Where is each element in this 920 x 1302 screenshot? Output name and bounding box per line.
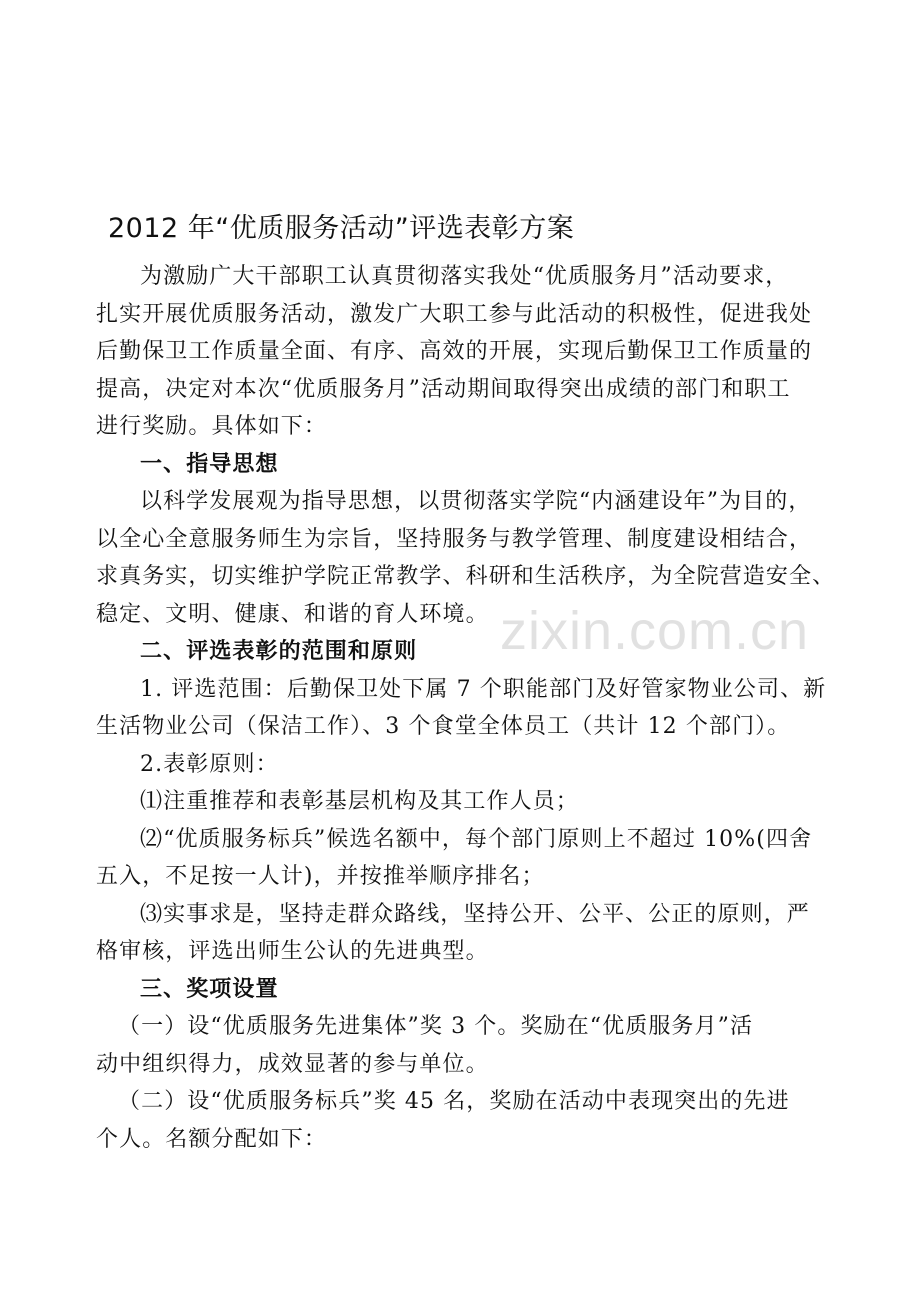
section-heading: 二、评选表彰的范围和原则 xyxy=(140,639,418,664)
principle-item: ⑵“优质服务标兵”候选名额中，每个部门原则上不超过 10%(四舍 xyxy=(140,827,813,852)
principle-item: ⑴注重推荐和表彰基层机构及其工作人员； xyxy=(140,789,579,814)
section-heading: 一、指导思想 xyxy=(140,452,279,477)
principle-item: 五入，不足按一人计)，并按推举顺序排名； xyxy=(96,864,545,889)
watermark: zixin.com.cn xyxy=(500,601,810,661)
section1-line: 以科学发展观为指导思想，以贯彻落实学院“内涵建设年”为目的， xyxy=(140,489,812,514)
principle-item: ⑶实事求是，坚持走群众路线，坚持公开、公平、公正的原则，严 xyxy=(140,902,810,927)
section1-line: 稳定、文明、健康、和谐的育人环境。 xyxy=(96,602,489,627)
intro-line: 提高，决定对本次“优质服务月”活动期间取得突出成绩的部门和职工 xyxy=(96,377,791,402)
document-title: 2012 年“优质服务活动”评选表彰方案 xyxy=(108,213,575,244)
section1-line: 以全心全意服务师生为宗旨，坚持服务与教学管理、制度建设相结合， xyxy=(96,527,813,552)
section1-line: 求真务实，切实维护学院正常教学、科研和生活秩序，为全院营造安全、 xyxy=(96,564,836,589)
intro-line: 进行奖励。具体如下： xyxy=(96,414,328,439)
award-item: （一）设“优质服务先进集体”奖 3 个。奖励在“优质服务月”活 xyxy=(118,1014,754,1039)
scope-line: 生活物业公司（保洁工作）、3 个食堂全体员工（共计 12 个部门）。 xyxy=(96,714,791,739)
intro-line: 为激励广大干部职工认真贯彻落实我处“优质服务月”活动要求， xyxy=(140,264,789,289)
scope-line: 1. 评选范围：后勤保卫处下属 7 个职能部门及好管家物业公司、新 xyxy=(140,677,827,702)
principle-item: 格审核，评选出师生公认的先进典型。 xyxy=(96,939,489,964)
section-heading: 三、奖项设置 xyxy=(140,977,279,1002)
intro-line: 后勤保卫工作质量全面、有序、高效的开展，实现后勤保卫工作质量的 xyxy=(96,339,813,364)
award-item: 动中组织得力，成效显著的参与单位。 xyxy=(96,1052,489,1077)
principles-label: 2.表彰原则： xyxy=(140,752,279,777)
intro-line: 扎实开展优质服务活动，激发广大职工参与此活动的积极性，促进我处 xyxy=(96,302,813,327)
award-item: 个人。名额分配如下： xyxy=(96,1127,328,1152)
award-item: （二）设“优质服务标兵”奖 45 名，奖励在活动中表现突出的先进 xyxy=(118,1089,790,1114)
